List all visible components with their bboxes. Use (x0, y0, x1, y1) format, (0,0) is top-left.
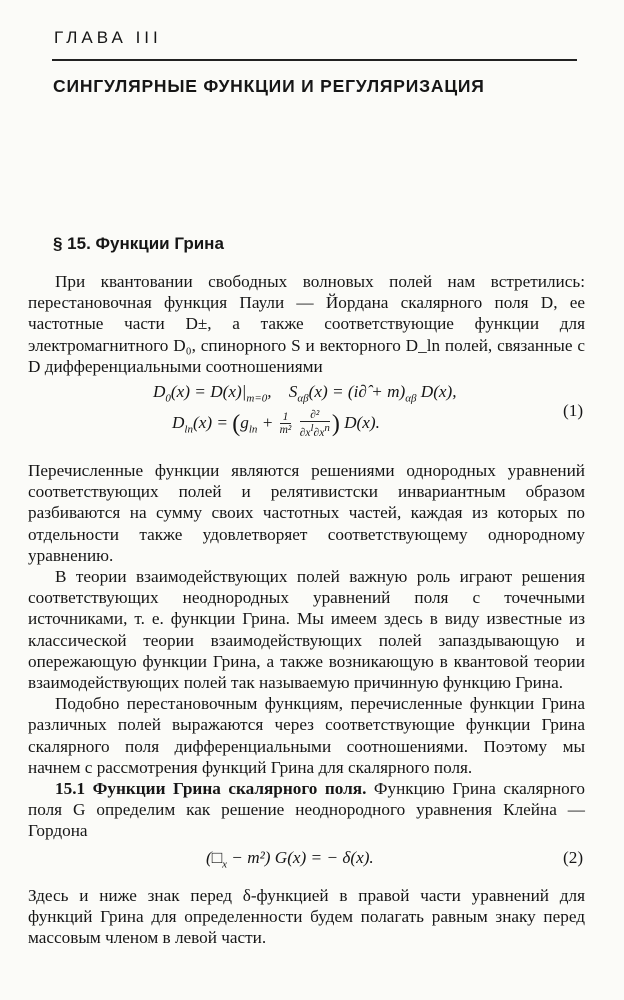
paragraph-text: Здесь и ниже знак перед δ-функцией в правой части уравнений для функций Грина для определенности будем полагать равным знаку перед массовым членом в левой части. (28, 886, 585, 948)
equation-2: $(□_x - m^2) G(x)$ = − δ(x). (206, 848, 374, 871)
paragraph-text: Функцию Грина скалярного поля G определим как решение неоднородного уравнения Клейна — Гордона (28, 779, 585, 841)
subsection-heading: 15.1 Функции Грина скалярного поля. (55, 779, 367, 799)
paragraph-text: При квантовании свободных волновых полей нам встретились: перестановочная функция Паули — Йордана скалярного поля D, ее частотные части D±, а также соответствующие функции для электромагнитного D₀, спинорного S и векторного D_ln полей, связанные с D дифференциальными соотношениями (28, 272, 585, 376)
paragraph-intro (28, 271, 585, 377)
equation-1-number: (1) (563, 401, 584, 420)
header-rule (52, 59, 577, 61)
section-heading: § 15. Функции Грина (53, 234, 224, 253)
equation-1-line-1: $D_0(x) = D(x)|_{m=0}$, $S_{\alpha\beta}(x)$ = (i∂̂ + $m)_{\alpha\beta}$ D(x), (153, 382, 457, 405)
chapter-title: СИНГУЛЯРНЫЕ ФУНКЦИИ И РЕГУЛЯРИЗАЦИЯ (53, 76, 485, 96)
equation-1-line-2: $D_{ln}(x) = (g_{ln}$ + $\frac{1}{\text{m²}}$ $\frac{\text{∂²}}{\partial x^l\partial x^n}$ ) D(x). (172, 409, 380, 439)
paragraph-body (28, 460, 585, 842)
paragraph-text: В теории взаимодействующих полей важную роль играют решения соответствующих неоднородных уравнений поля с точечными источниками, т. е. функции Грина. Мы имеем здесь в виду известные из классической теории взаимодействующих полей запаздывающую и опережающую функции Грина, а также возникающую в квантовой теории взаимодействующих полей так называемую причинную функцию Грина. (28, 567, 585, 693)
chapter-label: ГЛАВА III (54, 28, 162, 47)
paragraph-text: Подобно перестановочным функциям, перечисленные функции Грина различных полей выражаются через соответствующие функции Грина скалярного поля дифференциальными соотношениями. Поэтому мы начнем с рассмотрения функций Грина для скалярного поля. (28, 694, 585, 777)
paragraph-text: Перечисленные функции являются решениями однородных уравнений соответствующих полей и релятивистски инвариантным образом разбиваются на сумму своих частотных частей, каждая из которых по отдельности также удовлетворяет соответствующему однородному уравнению. (28, 461, 585, 565)
paragraph-subsection (28, 778, 585, 842)
paragraph-closing (28, 885, 585, 949)
equation-2-number: (2) (563, 848, 584, 867)
